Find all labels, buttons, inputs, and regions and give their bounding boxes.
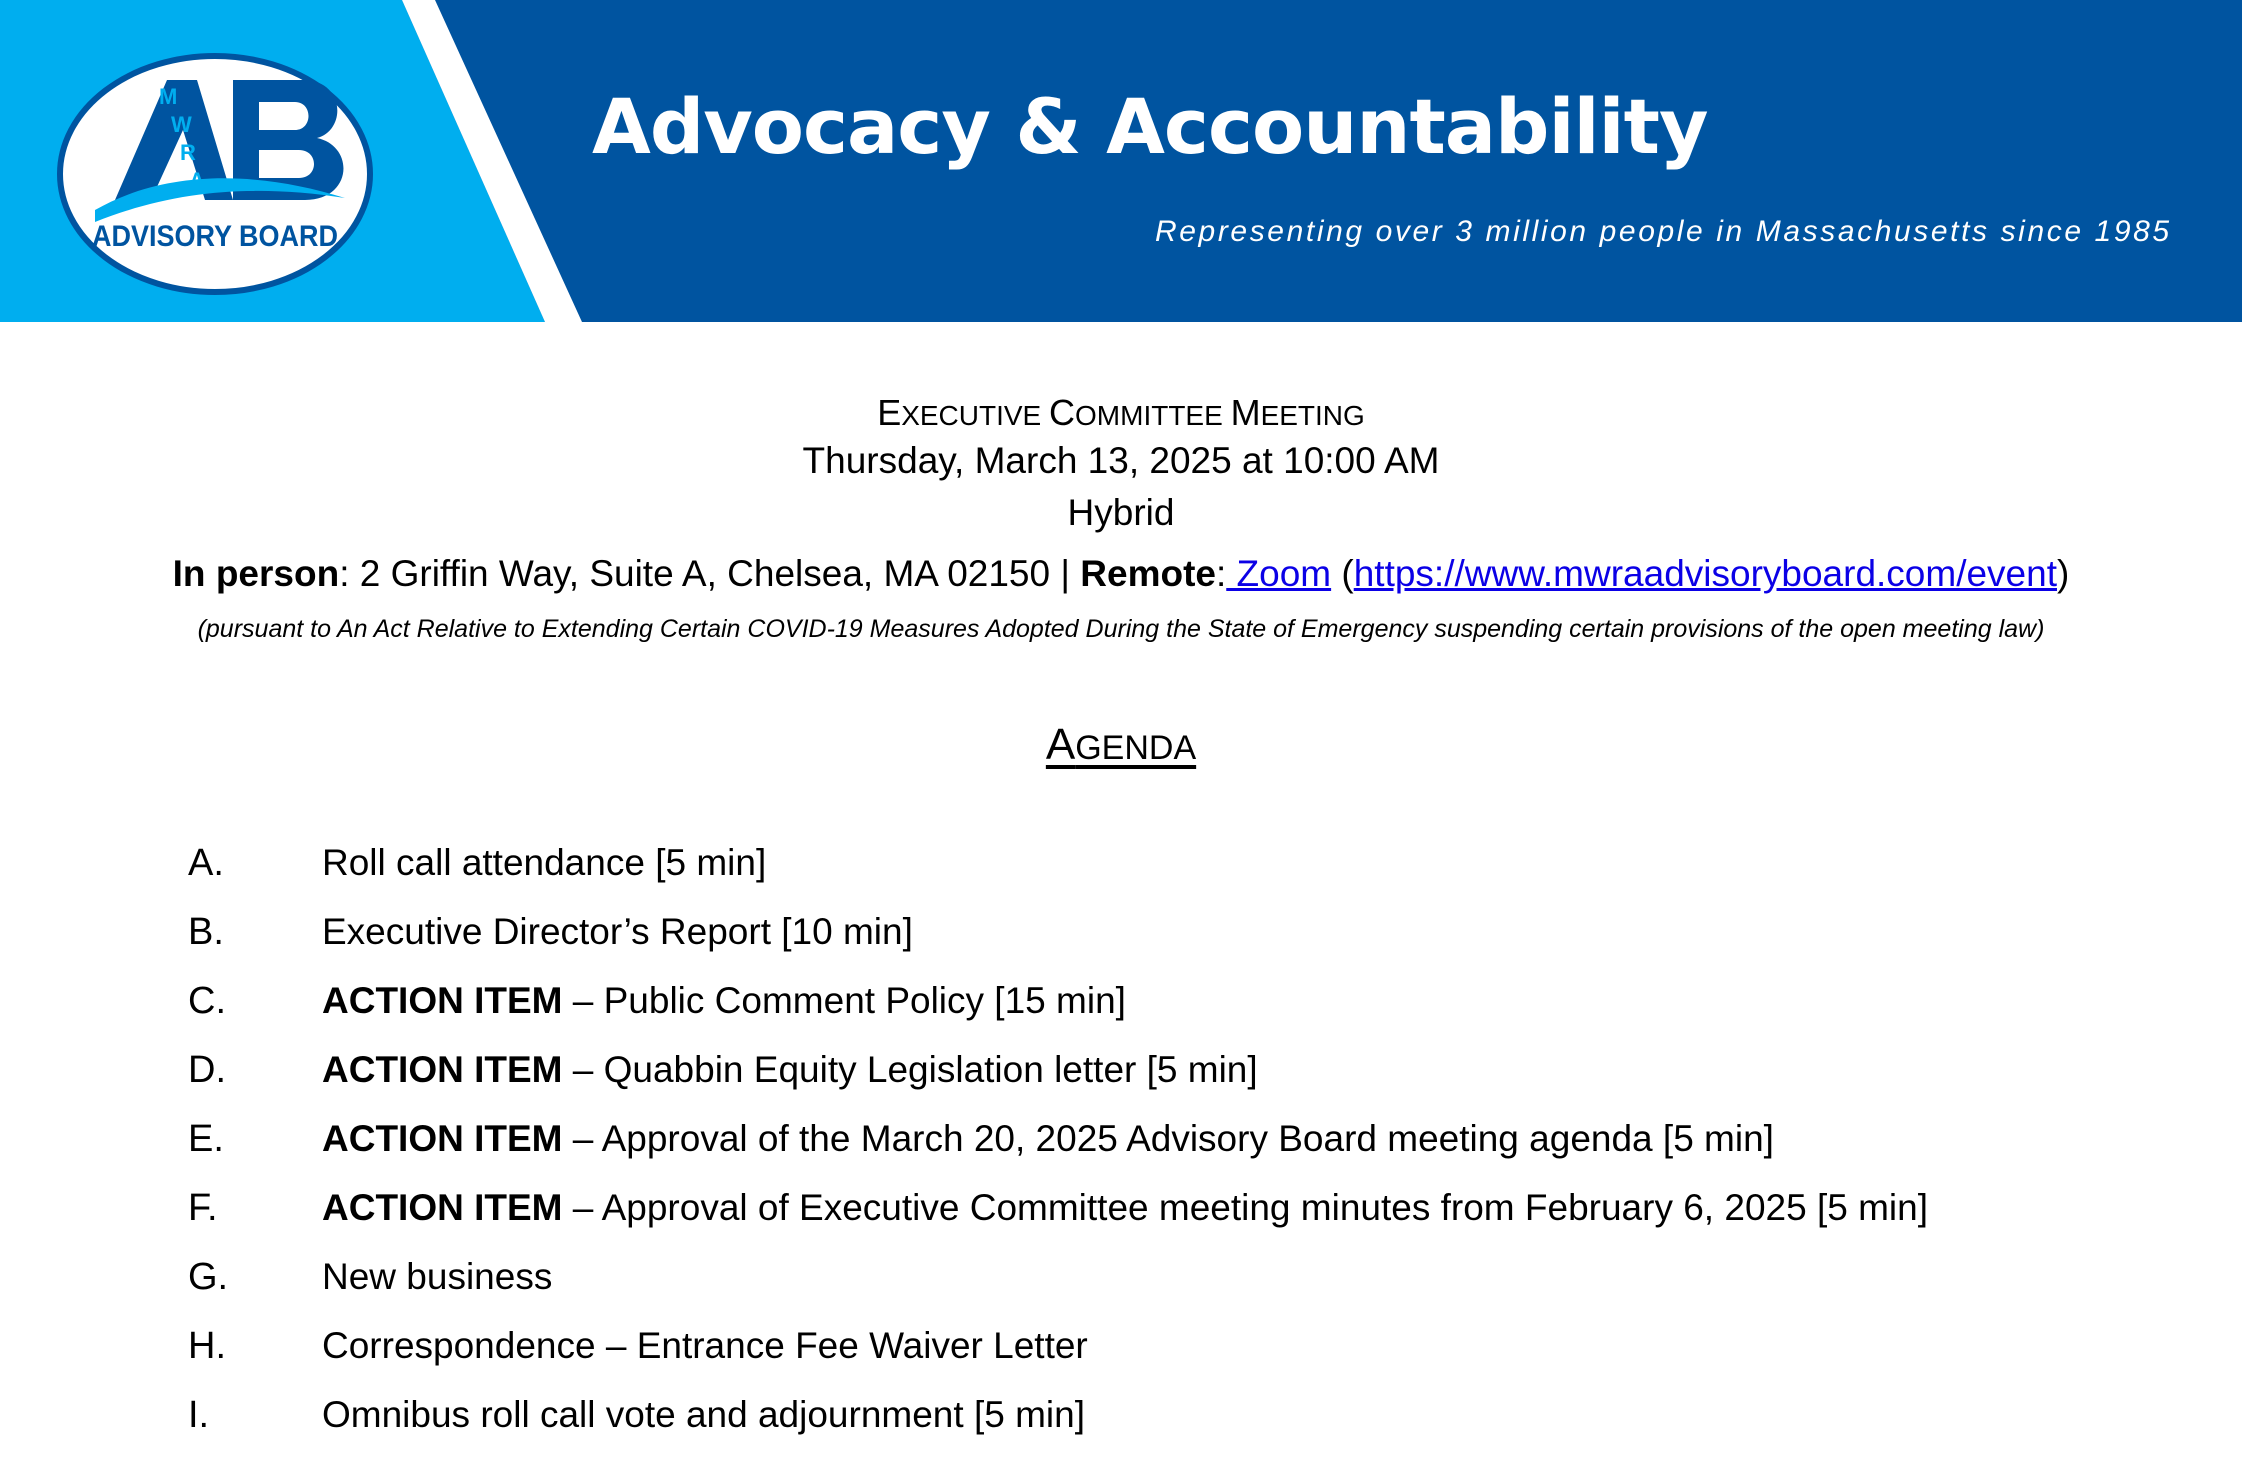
agenda-item-text: New business (322, 1256, 553, 1297)
agenda-item-text: ACTION ITEM – Approval of Executive Committee meeting minutes from February 6, 2025 [5 min] (322, 1187, 1928, 1228)
logo-letter-w: W (171, 112, 192, 137)
agenda-item (0, 1256, 2242, 1316)
event-url-link[interactable]: https://www.mwraadvisoryboard.com/event (1353, 553, 2057, 594)
logo-caption: ADVISORY BOARD (92, 220, 338, 253)
agenda-item (0, 1118, 2242, 1178)
agenda-item-letter: G. (188, 1256, 229, 1298)
meeting-type: EXECUTIVE COMMITTEE MEETING (877, 392, 1365, 433)
agenda-item (0, 1049, 2242, 1109)
agenda-item (0, 911, 2242, 971)
agenda-item-letter: A. (188, 842, 224, 884)
pursuant-note: (pursuant to An Act Relative to Extending Certain COVID-19 Measures Adopted During the State of Emergency suspending certain provisions of the open meeting law) (197, 615, 2045, 643)
agenda-heading: AGENDA (1045, 720, 1197, 769)
logo-letter-m: M (159, 84, 178, 109)
meeting-address: : 2 Griffin Way, Suite A, Chelsea, MA 02150 | (339, 553, 1081, 594)
agenda-item-letter: F. (188, 1187, 218, 1229)
agenda-item (0, 1187, 2242, 1247)
mwra-advisory-board-logo (55, 50, 375, 298)
agenda-item-letter: H. (188, 1325, 226, 1367)
agenda-item (0, 980, 2242, 1040)
agenda-item (0, 842, 2242, 902)
meeting-date: Thursday, March 13, 2025 at 10:00 AM (802, 440, 1440, 481)
meeting-format: Hybrid (1067, 492, 1175, 533)
in-person-label: In person (172, 553, 340, 594)
agenda-item-text: ACTION ITEM – Public Comment Policy [15 min] (322, 980, 1126, 1021)
agenda-item (0, 1394, 2242, 1454)
agenda-item-text: ACTION ITEM – Approval of the March 20, 2025 Advisory Board meeting agenda [5 min] (322, 1118, 1774, 1159)
agenda-item-text: Omnibus roll call vote and adjournment [5 min] (322, 1394, 1085, 1435)
banner-title: Advocacy & Accountability (592, 82, 1708, 171)
logo-letter-a: A (189, 168, 205, 193)
agenda-item-text: Roll call attendance [5 min] (322, 842, 767, 883)
meeting-location: In person: 2 Griffin Way, Suite A, Chelsea, MA 02150 | Remote: Zoom (https://www.mwraadvisoryboard.com/event) (172, 553, 2070, 594)
logo-letter-r: R (180, 140, 196, 165)
zoom-link[interactable]: Zoom (1226, 553, 1332, 594)
agenda-item-letter: I. (188, 1394, 210, 1436)
agenda-item-text: Executive Director’s Report [10 min] (322, 911, 913, 952)
agenda-item-letter: E. (188, 1118, 224, 1160)
header-banner (0, 0, 2242, 322)
remote-label: Remote (1080, 553, 1216, 594)
agenda-item-text: Correspondence – Entrance Fee Waiver Letter (322, 1325, 1088, 1366)
agenda-item-letter: D. (188, 1049, 226, 1091)
banner-tagline: Representing over 3 million people in Massachusetts since 1985 (1155, 215, 2172, 248)
agenda-item-letter: B. (188, 911, 224, 953)
agenda-item (0, 1325, 2242, 1385)
agenda-item-text: ACTION ITEM – Quabbin Equity Legislation letter [5 min] (322, 1049, 1258, 1090)
agenda-item-letter: C. (188, 980, 226, 1022)
